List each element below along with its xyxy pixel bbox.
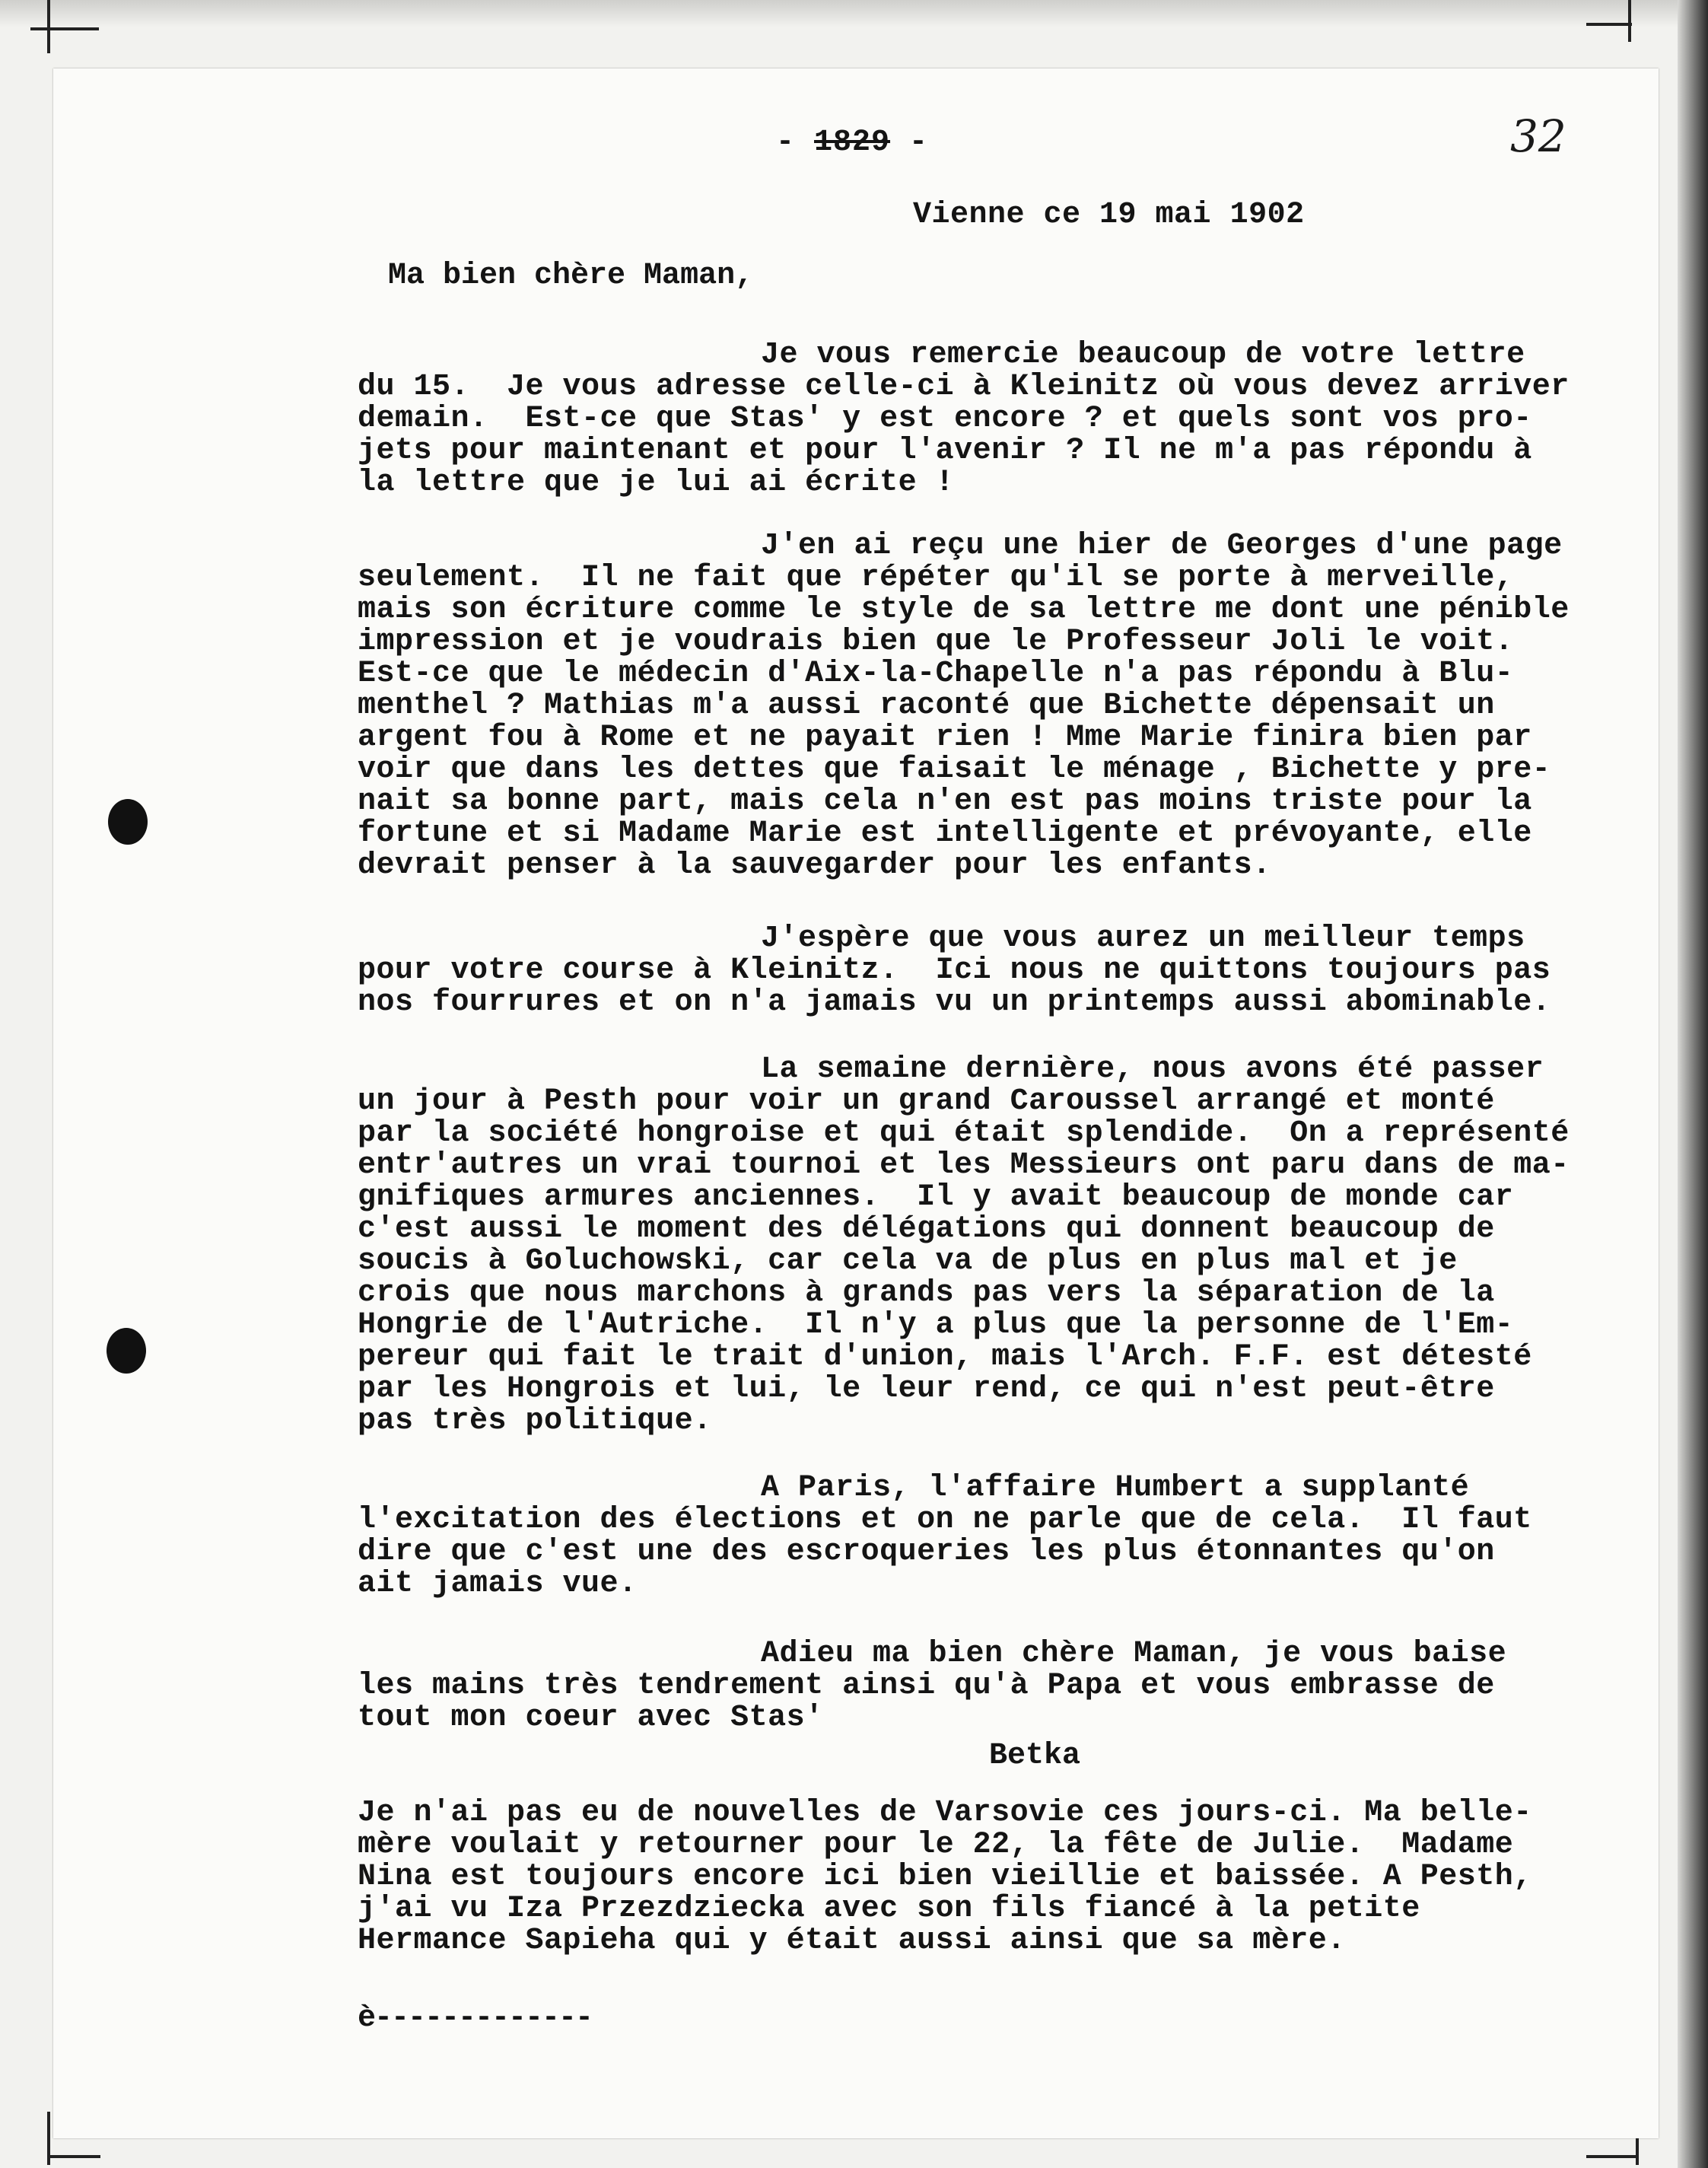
crop-mark-bottom-right-horizontal	[1586, 2155, 1638, 2158]
paragraph-3-first-line: J'espère que vous aurez un meilleur temps	[761, 922, 1525, 956]
letter-date: Vienne ce 19 mai 1902	[913, 198, 1305, 232]
header-suffix: -	[890, 126, 929, 160]
paragraph-4	[358, 1054, 1636, 1437]
scan-right-edge	[1678, 0, 1708, 2168]
paragraph-6	[358, 1638, 1636, 1734]
signature: Betka	[989, 1739, 1081, 1773]
crop-mark-top-right-horizontal	[1586, 23, 1632, 26]
paragraph-6-first-line: Adieu ma bien chère Maman, je vous baise	[761, 1637, 1507, 1671]
scan-top-edge	[0, 0, 1708, 27]
page-header	[776, 126, 928, 160]
paragraph-2-first-line: J'en ai reçu une hier de Georges d'une page	[761, 529, 1563, 563]
paragraph-2-body: seulement. Il ne fait que répéter qu'il se porte à merveille, mais son écriture comme le style de sa lettre me dont une pénible impression et je voudrais bien que le Professeur Joli le voit. Est-ce que le médecin d'Aix-la-Chapelle n'a pas répondu à Blu- menthel ? Mathias m'a aussi raconté que Bichette dépensait un argent fou à Rome et ne payait rien ! Mme Marie finira bien par voir que dans les dettes que faisait le ménage , Bichette y pre- nait sa bonne part, mais cela n'en est pas moins triste pour la fortune et si Madame Marie est intelligente et prévoyante, elle devrait penser à la sauvegarder pour les enfants.	[358, 561, 1570, 883]
paragraph-4-first-line: La semaine dernière, nous avons été passer	[761, 1052, 1544, 1087]
paragraph-5-body: l'excitation des élections et on ne parle que de cela. Il faut dire que c'est une des escroqueries les plus étonnantes qu'on ait jamais vue.	[358, 1503, 1532, 1601]
paragraph-3	[358, 923, 1636, 1019]
crop-mark-top-left-vertical	[47, 0, 50, 53]
paragraph-1	[358, 339, 1636, 499]
punch-hole-lower	[107, 1328, 146, 1374]
paragraph-1-first-line: Je vous remercie beaucoup de votre lettre	[761, 338, 1525, 372]
crop-mark-top-left-horizontal	[30, 27, 99, 30]
closing-rule: è-------------	[358, 2001, 593, 2036]
paragraph-3-body: pour votre course à Kleinitz. Ici nous ne quittons toujours pas nos fourrures et on n'a jamais vu un printemps aussi abominable.	[358, 953, 1551, 1020]
punch-hole-upper	[108, 799, 148, 845]
handwritten-page-number: 32	[1510, 110, 1566, 162]
paragraph-2	[358, 530, 1636, 882]
header-prefix: -	[776, 126, 815, 160]
paragraph-6-body: les mains très tendrement ainsi qu'à Papa et vous embrasse de tout mon coeur avec Stas'	[358, 1669, 1495, 1735]
paragraph-5	[358, 1472, 1636, 1600]
crop-mark-top-right-vertical	[1628, 0, 1631, 42]
paragraph-1-body: du 15. Je vous adresse celle-ci à Kleinitz où vous devez arriver demain. Est-ce que Stas' y est encore ? et quels sont vos pro- jets pour maintenant et pour l'avenir ? Il ne m'a pas répondu à la lettre que je lui ai écrite !	[358, 370, 1570, 500]
letter-salutation: Ma bien chère Maman,	[388, 259, 754, 293]
paragraph-5-first-line: A Paris, l'affaire Humbert a supplanté	[761, 1471, 1470, 1505]
struck-page-mark: 1829	[814, 126, 891, 160]
paragraph-4-body: un jour à Pesth pour voir un grand Caroussel arrangé et monté par la société hongroise et qui était splendide. On a représenté entr'autres un vrai tournoi et les Messieurs ont paru dans de ma- gnifiques armures anciennes. Il y avait beaucoup de monde car c'est aussi le moment des délégations qui donnent beaucoup de soucis à Goluchowski, car cela va de plus en plus mal et je crois que nous marchons à grands pas vers la séparation de la Hongrie de l'Autriche. Il n'y a plus que la personne de l'Em- pereur qui fait le trait d'union, mais l'Arch. F.F. est détesté par les Hongrois et lui, le leur rend, ce qui n'est peut-être pas très politique.	[358, 1084, 1570, 1438]
crop-mark-bottom-left-horizontal	[47, 2155, 100, 2158]
postscript: Je n'ai pas eu de nouvelles de Varsovie ces jours-ci. Ma belle- mère voulait y retourner pour le 22, la fête de Julie. Madame Nina est toujours encore ici bien vieillie et baissée. A Pesth, j'ai vu Iza Przezdziecka avec son fils fiancé à la petite Hermance Sapieha qui y était aussi ainsi que sa mère.	[358, 1796, 1532, 1958]
